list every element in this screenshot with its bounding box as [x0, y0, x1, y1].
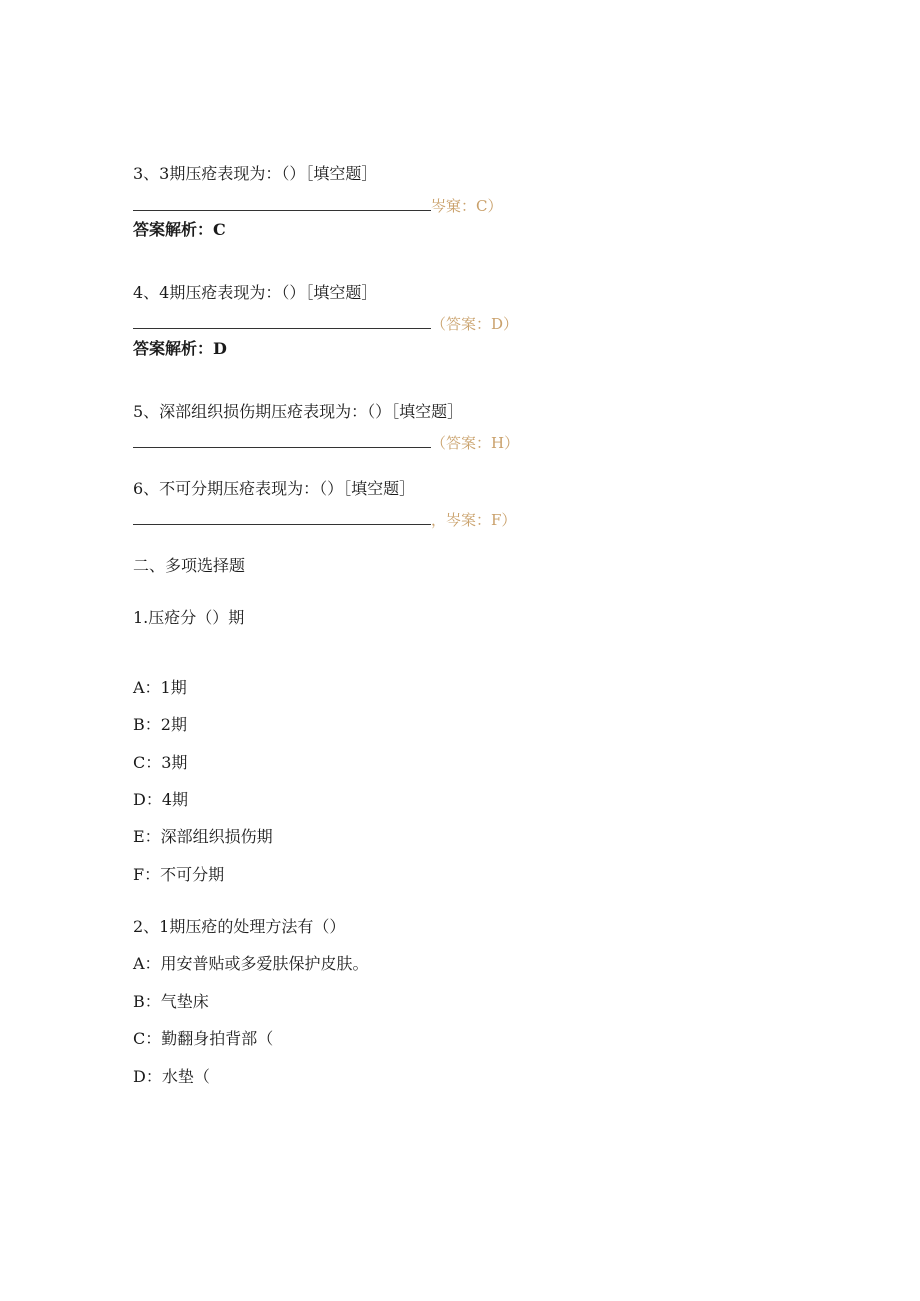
- answer-text: ，岑案：F）: [431, 511, 517, 529]
- question-5-prompt: 5、深部组织损伤期压疮表现为：（）［填空题］: [133, 402, 464, 421]
- option-a[interactable]: A：1期: [133, 678, 187, 697]
- answer-blank[interactable]: [133, 510, 431, 525]
- answer-blank[interactable]: [133, 433, 431, 448]
- option-b[interactable]: B：气垫床: [133, 992, 209, 1011]
- option-c[interactable]: C：3期: [133, 753, 188, 772]
- option-d[interactable]: D：4期: [133, 790, 189, 809]
- option-b[interactable]: B：2期: [133, 715, 187, 734]
- multi-question-2-prompt: 2、1期压疮的处理方法有（）: [133, 917, 346, 936]
- question-4-prompt: 4、4期压疮表现为：（）［填空题］: [133, 283, 378, 302]
- answer-blank[interactable]: [133, 314, 431, 329]
- question-6-prompt: 6、不可分期压疮表现为：（）［填空题］: [133, 479, 416, 498]
- answer-text: 岑窠：C）: [431, 197, 503, 215]
- question-6-answer-row: [133, 509, 516, 531]
- question-4-analysis: 答案解析：D: [133, 339, 227, 358]
- question-4-answer-row: [133, 313, 518, 335]
- multi-question-1-prompt: 1.压疮分（）期: [133, 608, 245, 627]
- answer-blank[interactable]: [133, 196, 431, 211]
- option-f[interactable]: F：不可分期: [133, 865, 225, 884]
- question-3-analysis: 答案解析：C: [133, 220, 226, 239]
- option-d[interactable]: D：水垫（: [133, 1067, 210, 1086]
- answer-text: （答案：H）: [431, 434, 520, 452]
- option-a[interactable]: A：用安普贴或多爱肤保护皮肤。: [133, 954, 369, 973]
- section-title: 二、多项选择题: [133, 556, 246, 575]
- answer-text: （答案：D）: [431, 315, 519, 333]
- question-3-answer-row: [133, 195, 502, 217]
- question-5-answer-row: [133, 432, 519, 454]
- option-e[interactable]: E：深部组织损伤期: [133, 827, 273, 846]
- question-3-prompt: 3、3期压疮表现为：（）［填空题］: [133, 164, 378, 183]
- option-c[interactable]: C：勤翻身拍背部（: [133, 1029, 274, 1048]
